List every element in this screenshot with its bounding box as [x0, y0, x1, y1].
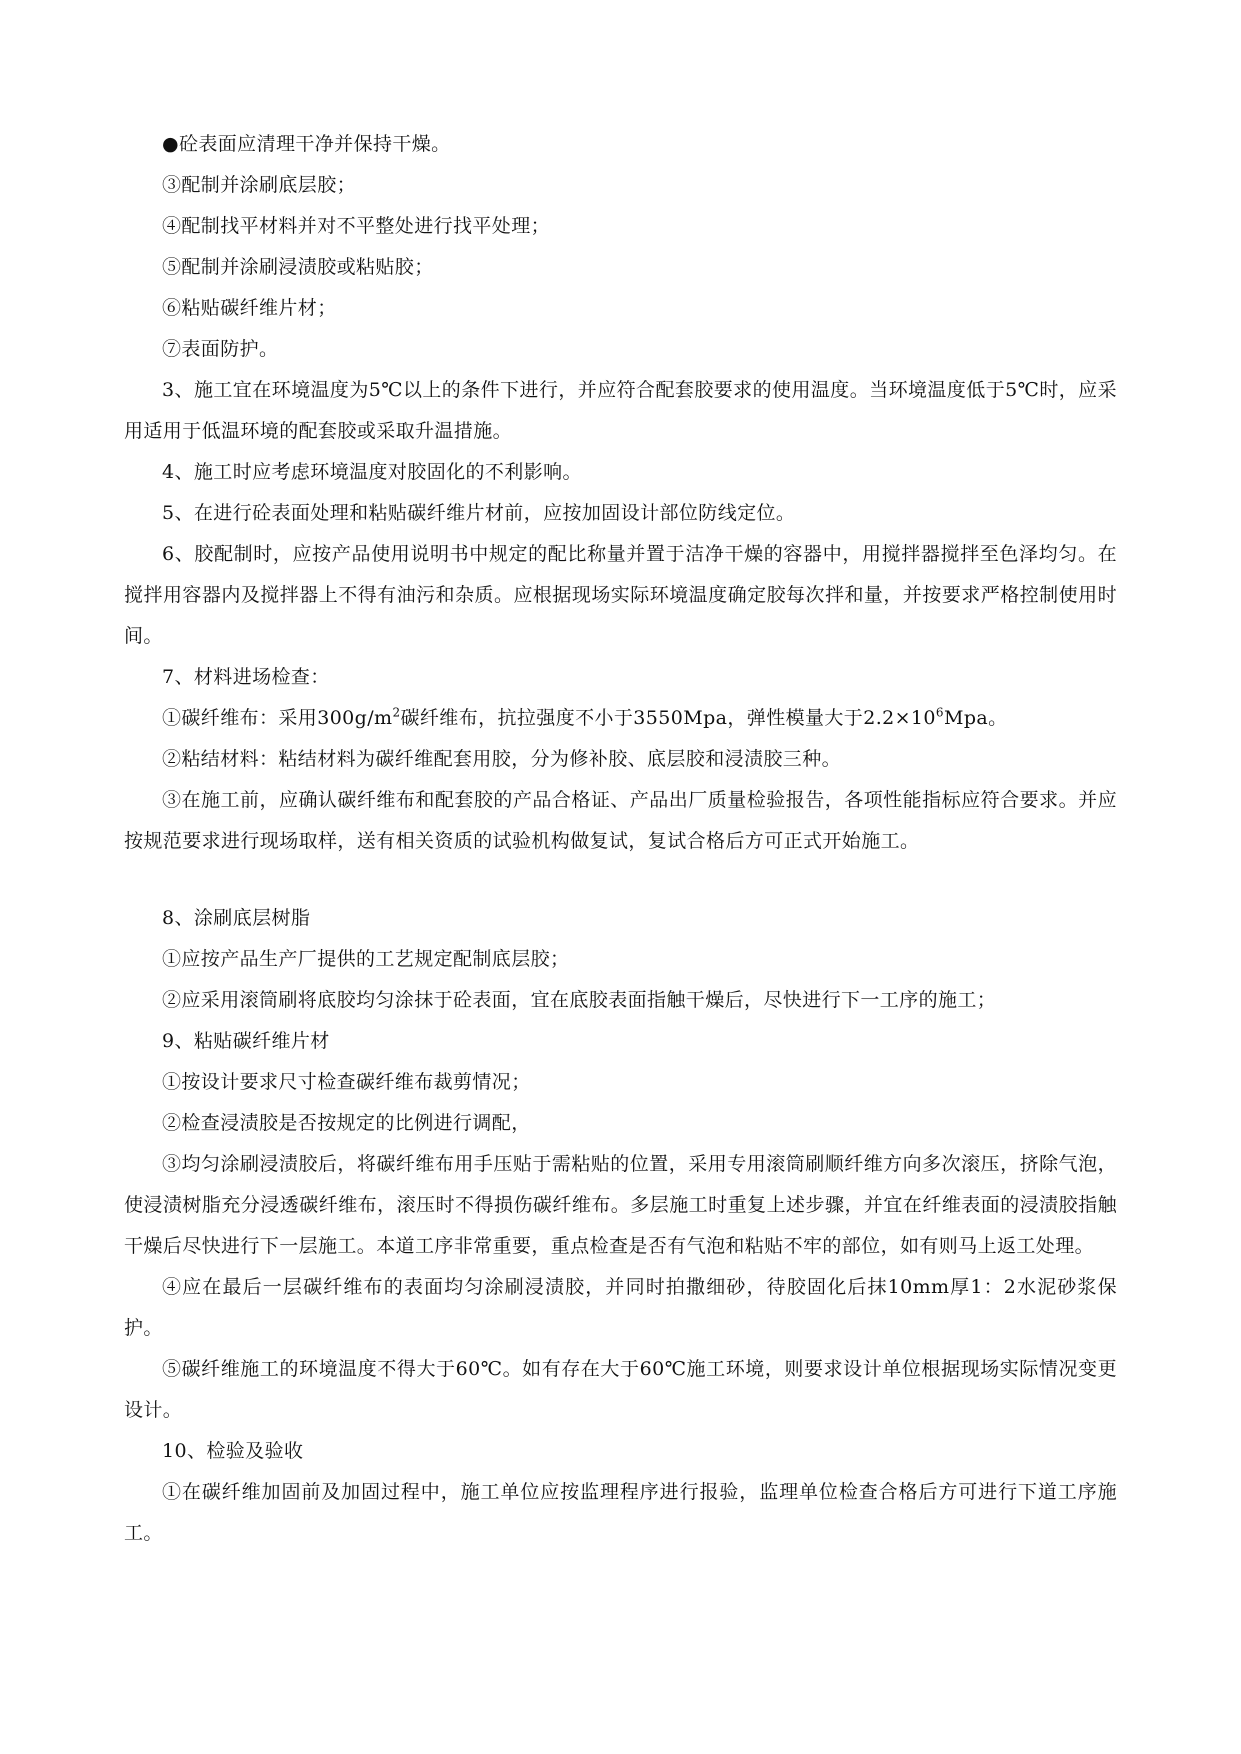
paragraph-step-5: ⑤配制并涂刷浸渍胶或粘贴胶； [162, 256, 434, 278]
paragraph-item-3-temperature: 3、施工宜在环境温度为5℃以上的条件下进行，并应符合配套胶要求的使用温度。当环境温度低于5℃时，应采用适用于低温环境的配套胶或采取升温措施。 [124, 379, 1117, 442]
paragraph-item-10-heading: 10、检验及验收 [162, 1440, 304, 1462]
paragraph-step-4: ④配制找平材料并对不平整处进行找平处理； [162, 215, 551, 237]
paragraph-item-9-1: ①按设计要求尺寸检查碳纤维布裁剪情况； [162, 1071, 531, 1093]
carbon-fiber-sup-2: 6 [935, 705, 944, 720]
paragraph-item-9-4: ④应在最后一层碳纤维布的表面均匀涂刷浸渍胶，并同时拍撒细砂，待胶固化后抹10mm厚1：2水泥砂浆保护。 [124, 1276, 1117, 1339]
paragraph-item-8-2: ②应采用滚筒刷将底胶均匀涂抹于砼表面，宜在底胶表面指触干燥后，尽快进行下一工序的施工； [162, 989, 997, 1011]
paragraph-item-6: 6、胶配制时，应按产品使用说明书中规定的配比称量并置于洁净干燥的容器中，用搅拌器搅拌至色泽均匀。在搅拌用容器内及搅拌器上不得有油污和杂质。应根据现场实际环境温度确定胶每次拌和量，并按要求严格控制使用时间。 [124, 543, 1117, 647]
paragraph-certificate-check: ③在施工前，应确认碳纤维布和配套胶的产品合格证、产品出厂质量检验报告，各项性能指标应符合要求。并应按规范要求进行现场取样，送有相关资质的试验机构做复试，复试合格后方可正式开始施工。 [124, 789, 1117, 852]
paragraph-item-9-2: ②检查浸渍胶是否按规定的比例进行调配， [162, 1112, 531, 1134]
paragraph-surface-clean: ●砼表面应清理干净并保持干燥。 [162, 133, 451, 155]
carbon-fiber-sup-1: 2 [392, 705, 401, 720]
paragraph-item-9-3: ③均匀涂刷浸渍胶后，将碳纤维布用手压贴于需粘贴的位置，采用专用滚筒刷顺纤维方向多次滚压，挤除气泡，使浸渍树脂充分浸透碳纤维布，滚压时不得损伤碳纤维布。多层施工时重复上述步骤，并宜在纤维表面的浸渍胶指触干燥后尽快进行下一层施工。本道工序非常重要，重点检查是否有气泡和粘贴不牢的部位，如有则马上返工处理。 [124, 1153, 1117, 1257]
paragraph-item-5: 5、在进行砼表面处理和粘贴碳纤维片材前，应按加固设计部位防线定位。 [162, 502, 796, 524]
carbon-fiber-text-part3: Mpa。 [943, 707, 1008, 729]
paragraph-item-9-heading: 9、粘贴碳纤维片材 [162, 1030, 330, 1052]
paragraph-item-8-1: ①应按产品生产厂提供的工艺规定配制底层胶； [162, 948, 570, 970]
paragraph-item-4: 4、施工时应考虑环境温度对胶固化的不利影响。 [162, 461, 582, 483]
paragraph-step-7: ⑦表面防护。 [162, 338, 279, 360]
document-body [124, 124, 1117, 1554]
paragraph-bonding-material: ②粘结材料：粘结材料为碳纤维配套用胶，分为修补胶、底层胶和浸渍胶三种。 [162, 748, 842, 770]
paragraph-item-10-1: ①在碳纤维加固前及加固过程中，施工单位应按监理程序进行报验，监理单位检查合格后方可进行下道工序施工。 [124, 1481, 1117, 1544]
carbon-fiber-text-part2: 碳纤维布，抗拉强度不小于3550Mpa，弹性模量大于2.2×10 [400, 707, 936, 729]
paragraph-step-6: ⑥粘贴碳纤维片材； [162, 297, 337, 319]
paragraph-item-9-5: ⑤碳纤维施工的环境温度不得大于60℃。如有存在大于60℃施工环境，则要求设计单位根据现场实际情况变更设计。 [124, 1358, 1117, 1421]
paragraph-item-8-heading: 8、涂刷底层树脂 [162, 907, 311, 929]
paragraph-carbon-fiber-spec [124, 698, 1117, 739]
carbon-fiber-text-part1: ①碳纤维布：采用300g/m [162, 707, 393, 729]
paragraph-step-3: ③配制并涂刷底层胶； [162, 174, 357, 196]
paragraph-item-7-heading: 7、材料进场检查： [162, 666, 330, 688]
